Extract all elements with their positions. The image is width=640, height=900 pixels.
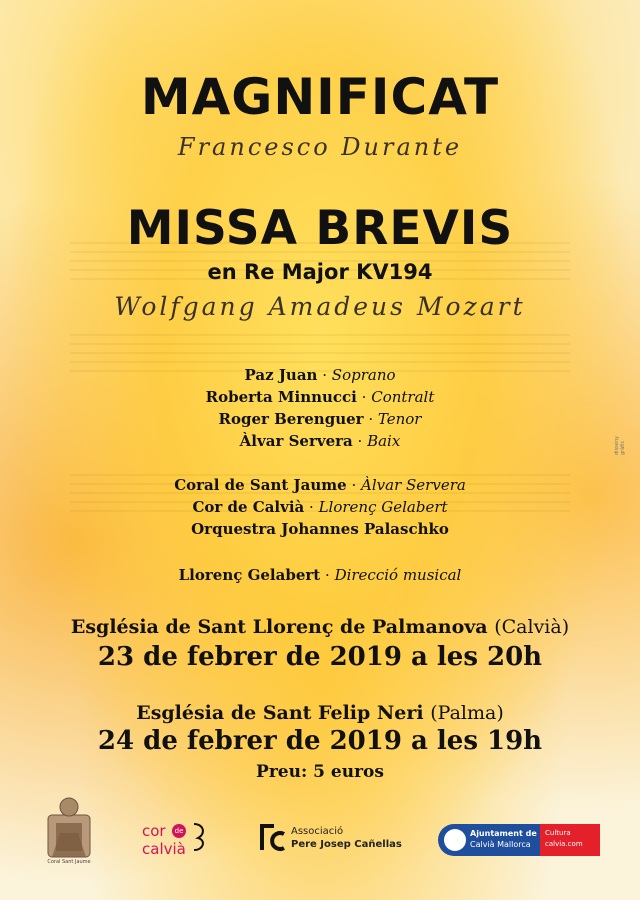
separator: · <box>322 366 328 384</box>
music-note-icon <box>190 822 208 852</box>
list-item <box>0 518 640 540</box>
director-name: Llorenç Gelabert <box>178 566 321 584</box>
separator: · <box>368 410 374 428</box>
title-magnificat: MAGNIFICAT <box>140 68 500 126</box>
venue-name: Església de Sant Llorenç de Palmanova <box>70 616 488 638</box>
list-item <box>0 496 640 518</box>
soloist-name: Àlvar Servera <box>239 432 353 450</box>
list-item <box>0 430 640 452</box>
subtitle-key: en Re Major KV194 <box>207 260 433 284</box>
cor-logo-de: de <box>172 824 186 838</box>
separator: · <box>361 388 367 406</box>
soloist-name: Roger Berenguer <box>218 410 364 428</box>
separator: · <box>351 476 357 494</box>
soloist-role: Contralt <box>371 388 435 406</box>
ensembles-list <box>0 474 640 540</box>
cor-logo-word: cor <box>142 822 166 840</box>
soloist-role: Tenor <box>377 410 422 428</box>
musical-director <box>0 564 640 586</box>
ticket-price: Preu: 5 euros <box>256 762 384 782</box>
ensemble-name: Coral de Sant Jaume <box>174 476 347 494</box>
venue-city: (Palma) <box>430 702 504 724</box>
separator: · <box>325 566 330 584</box>
concert-date: 23 de febrer de 2019 a les 20h <box>97 642 543 672</box>
list-item <box>0 364 640 386</box>
director-role: Direcció musical <box>334 566 462 584</box>
cultura-line: calvia.com <box>545 840 583 848</box>
apj-logo-line: Pere Josep Cañellas <box>291 839 402 850</box>
soloist-name: Paz Juan <box>244 366 318 384</box>
composer-mozart: Wolfgang Amadeus Mozart <box>114 292 526 321</box>
list-item <box>0 386 640 408</box>
list-item <box>0 474 640 496</box>
cor-logo-word: calvià <box>142 840 186 858</box>
soloist-name: Roberta Minnucci <box>205 388 357 406</box>
pjc-mark-icon <box>258 822 286 852</box>
concert-venue <box>0 616 640 638</box>
coat-of-arms-icon <box>444 829 466 851</box>
separator: · <box>357 432 363 450</box>
ensemble-director: Llorenç Gelabert <box>318 498 448 516</box>
venue-city: (Calvià) <box>494 616 570 638</box>
concert-date: 24 de febrer de 2019 a les 19h <box>97 726 543 756</box>
associacio-pjc-logo <box>258 822 408 858</box>
ensemble-director: Àlvar Servera <box>361 476 466 494</box>
soloists-list <box>0 364 640 452</box>
ajuntament-line: Calvià Mallorca <box>470 840 531 849</box>
concert-venue <box>0 702 640 724</box>
soloist-role: Baix <box>367 432 401 450</box>
separator: · <box>309 498 314 516</box>
cultura-line: Cultura <box>545 829 571 837</box>
cor-de-calvia-logo <box>140 820 210 860</box>
title-missa-brevis: MISSA BREVIS <box>126 201 514 256</box>
coral-sant-jaume-logo <box>42 793 96 859</box>
venue-name: Església de Sant Felip Neri <box>136 702 424 724</box>
design-credit: disseny gràfic <box>614 436 626 455</box>
ensemble-name: Orquestra Johannes Palaschko <box>191 520 449 538</box>
composer-durante: Francesco Durante <box>177 133 463 161</box>
coral-logo-caption: Coral Sant Jaume <box>47 859 91 865</box>
ajuntament-line: Ajuntament de <box>470 829 537 838</box>
ajuntament-calvia-logo <box>438 824 600 856</box>
soloist-role: Soprano <box>331 366 396 384</box>
apj-logo-line: Associació <box>291 826 344 837</box>
ensemble-name: Cor de Calvià <box>192 498 305 516</box>
list-item <box>0 408 640 430</box>
